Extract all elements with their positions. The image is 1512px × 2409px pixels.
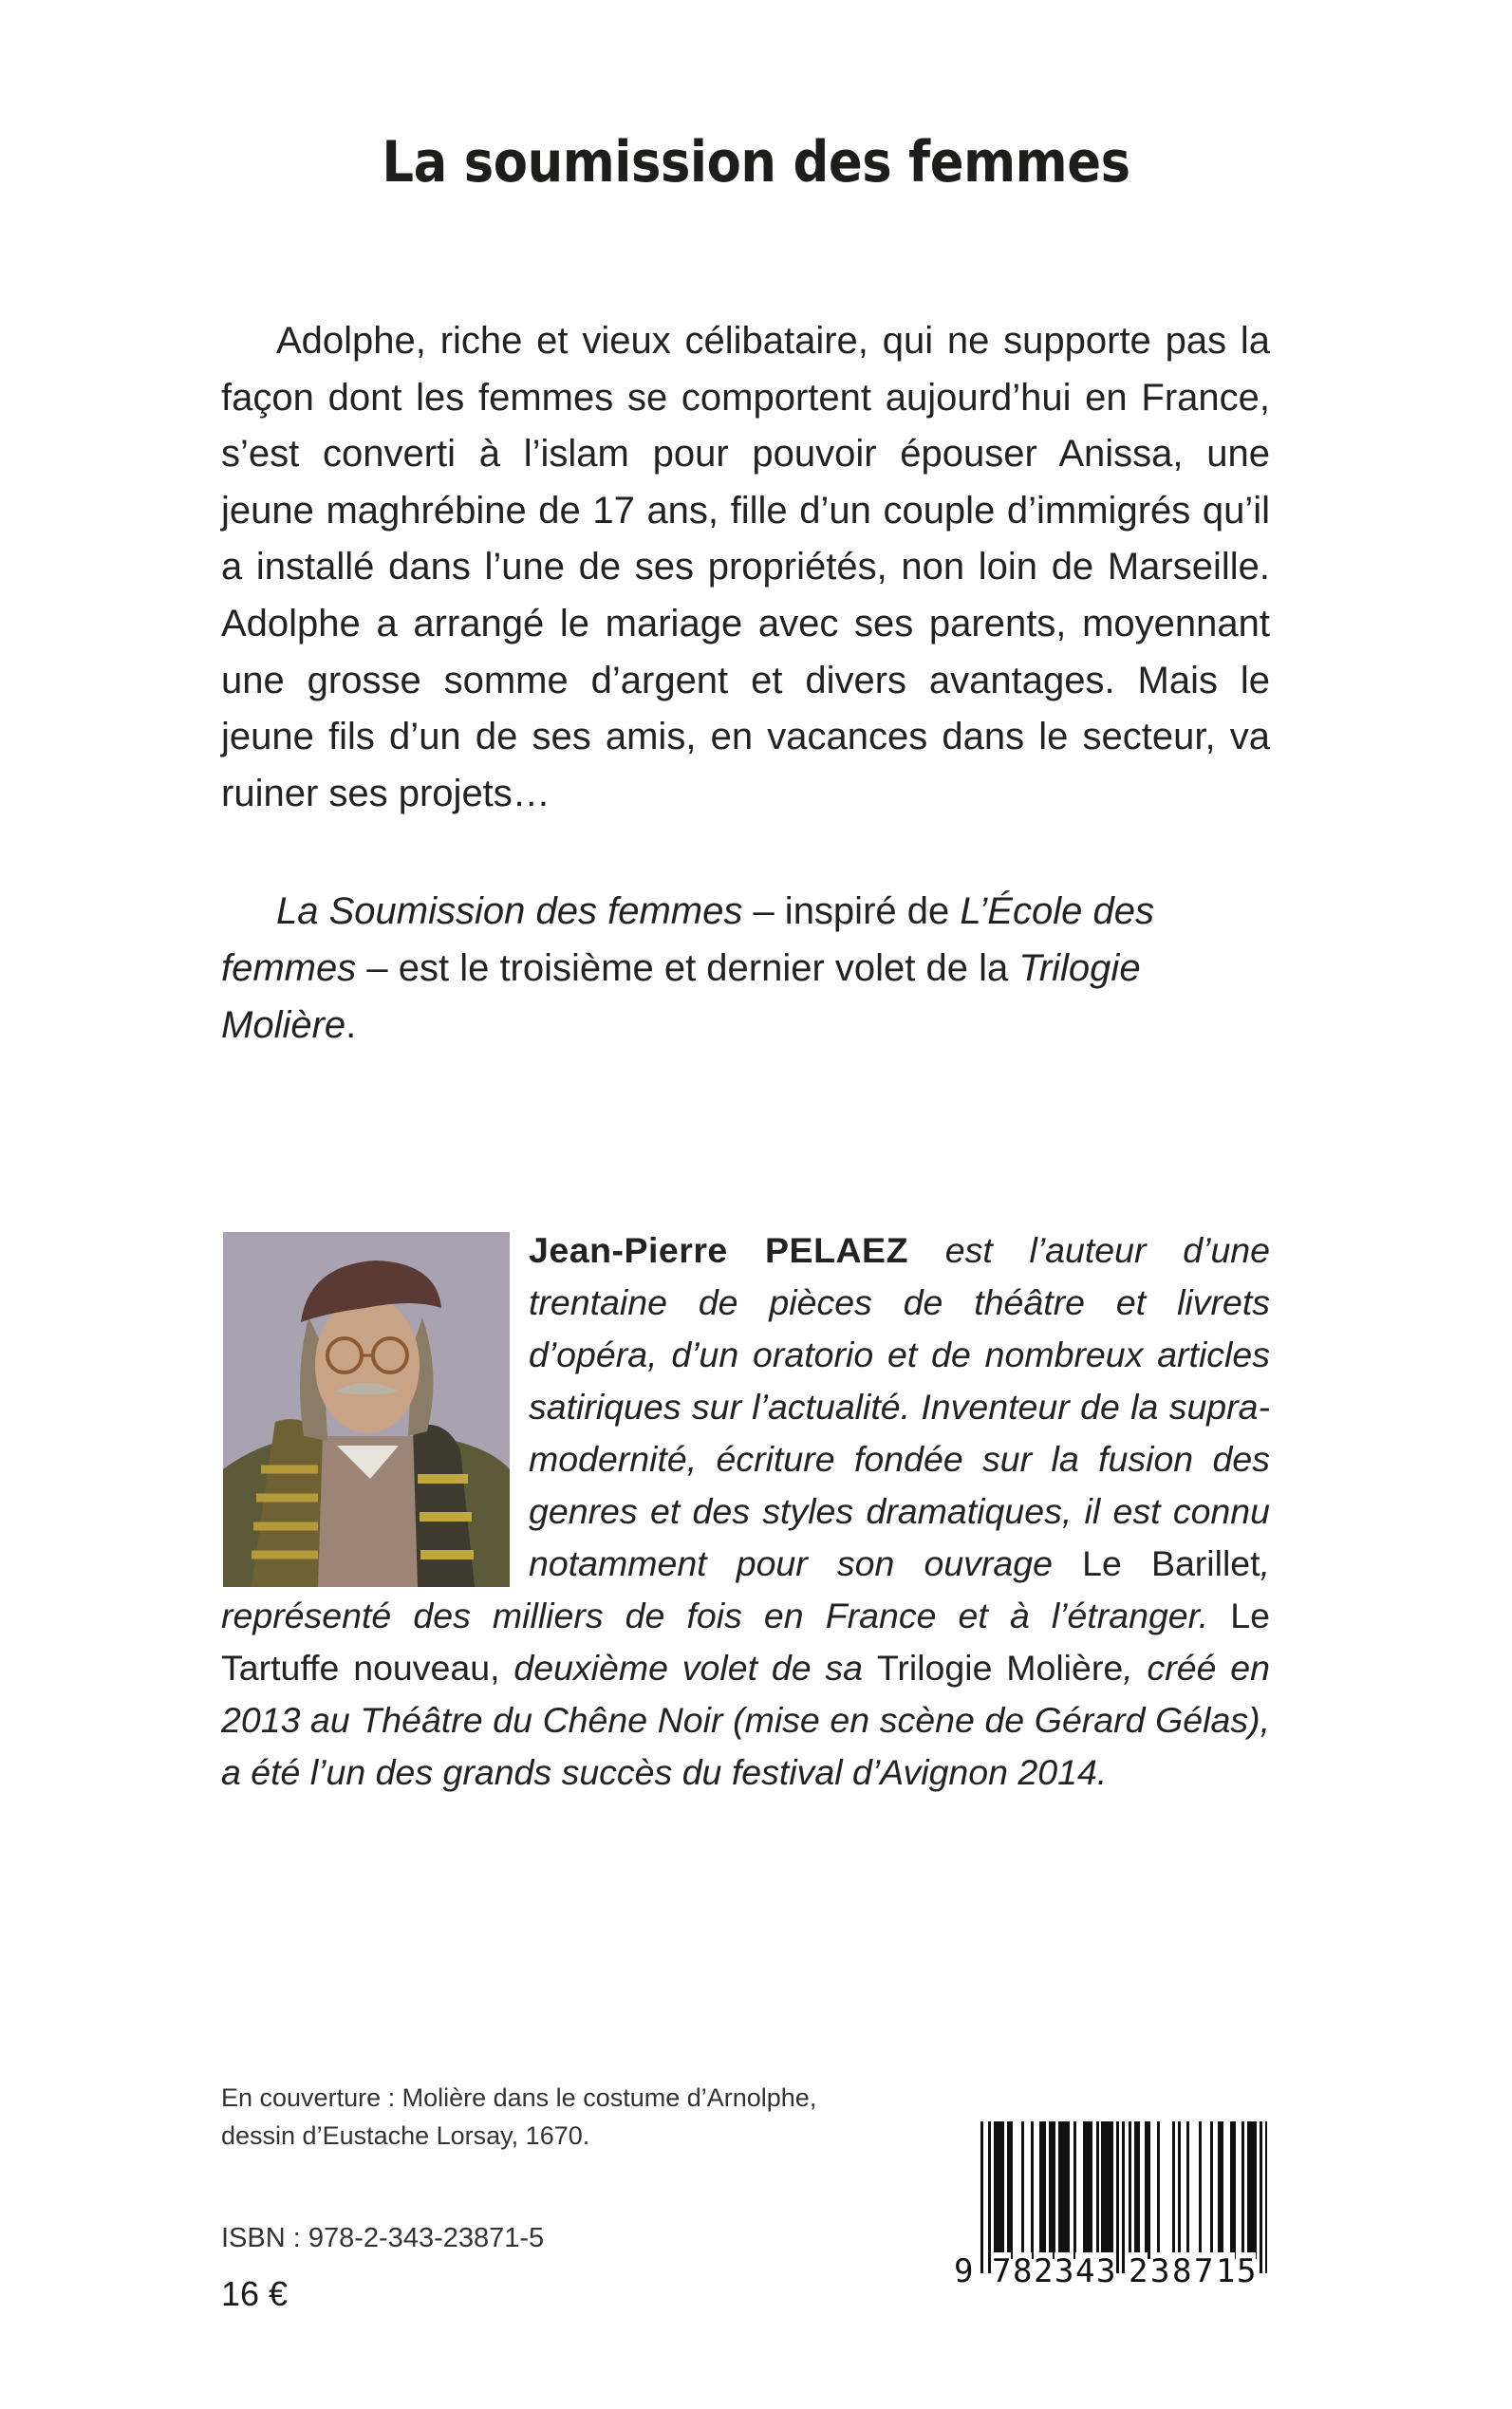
synopsis-paragraph: Adolphe, riche et vieux célibataire, qui ne supporte pas la façon dont les femmes se comportent aujourd’hui en France, s’est converti à l’islam pour pouvoir épouser Anissa, une jeune maghrébine de 17 ans, fille d’un couple d’immigrés qu’il a installé dans l’une de ses propriétés, non loin de Marseille. Adolphe a arrangé le mariage avec ses parents, moyennant une grosse somme d’argent et divers avantages. Mais le jeune fils d’un de ses amis, en vacances dans le secteur, va ruiner ses projets… [221, 320, 1270, 814]
inspiration-text: . [345, 1004, 357, 1046]
synopsis [221, 313, 1270, 822]
barcode-digit: 3 [1150, 2252, 1170, 2290]
barcode-digit: 4 [1075, 2252, 1095, 2290]
barcode-digit: 9 [954, 2252, 974, 2290]
isbn: ISBN : 978-2-343-23871-5 [221, 2223, 545, 2253]
trilogy-title: Trilogie Molière [221, 947, 1141, 1046]
inspiration-note [221, 883, 1270, 1054]
barcode-digit: 7 [1194, 2252, 1214, 2290]
barcode-digit: 3 [1055, 2252, 1074, 2290]
author-photo [223, 1232, 510, 1587]
bio-text: deuxième volet de sa [499, 1648, 877, 1688]
book-title-italic: La Soumission des femmes [276, 890, 743, 932]
cover-credit-line: dessin d’Eustache Lorsay, 1670. [221, 2121, 590, 2150]
author-bio [221, 1224, 1270, 1799]
source-play-title: L’École des femmes [221, 890, 1154, 989]
inspiration-text: – est le troisième et dernier volet de la [356, 947, 1019, 989]
bio-text: est l’auteur d’une trentaine de pièces de théâtre et livrets d’opéra, d’un oratorio et de nombreux articles satiriques sur l’actualité. Inventeur de la supra-modernité, écriture fondée sur la fusion des genres et des styles dramatiques, il est connu notamment pour son ouvrage [529, 1230, 1271, 1583]
book-title: La soumission des femmes [382, 129, 1130, 196]
barcode-digit: 8 [1013, 2252, 1033, 2290]
price: 16 € [221, 2274, 289, 2313]
barcode-digit: 3 [1096, 2252, 1116, 2290]
work-title: Trilogie Molière [876, 1648, 1124, 1688]
barcode-digit: 1 [1216, 2252, 1236, 2290]
bio-text: , représenté des milliers de fois en France et à l’étranger. [221, 1543, 1270, 1635]
inspiration-text: – inspiré de [742, 890, 961, 932]
barcode [954, 2121, 1267, 2290]
work-title: Le Barillet [1082, 1543, 1260, 1583]
barcode-digit: 2 [1034, 2252, 1054, 2290]
barcode-digit: 2 [1129, 2252, 1148, 2290]
barcode-digit: 7 [992, 2252, 1012, 2290]
author-name: Jean-Pierre PELAEZ [529, 1230, 908, 1270]
cover-credit [221, 2079, 816, 2155]
work-title: Le Tartuffe nouveau, [221, 1596, 1270, 1688]
barcode-digit: 5 [1237, 2252, 1257, 2290]
author-portrait-illustration [223, 1232, 510, 1587]
bio-text: , créé en 2013 au Théâtre du Chêne Noir (mise en scène de Gérard Gélas), a été l’un des grands succès du festival d’Avignon 2014. [221, 1648, 1270, 1792]
cover-credit-line: En couverture : Molière dans le costume d’Arnolphe, [221, 2083, 817, 2112]
barcode-digit: 8 [1172, 2252, 1192, 2290]
